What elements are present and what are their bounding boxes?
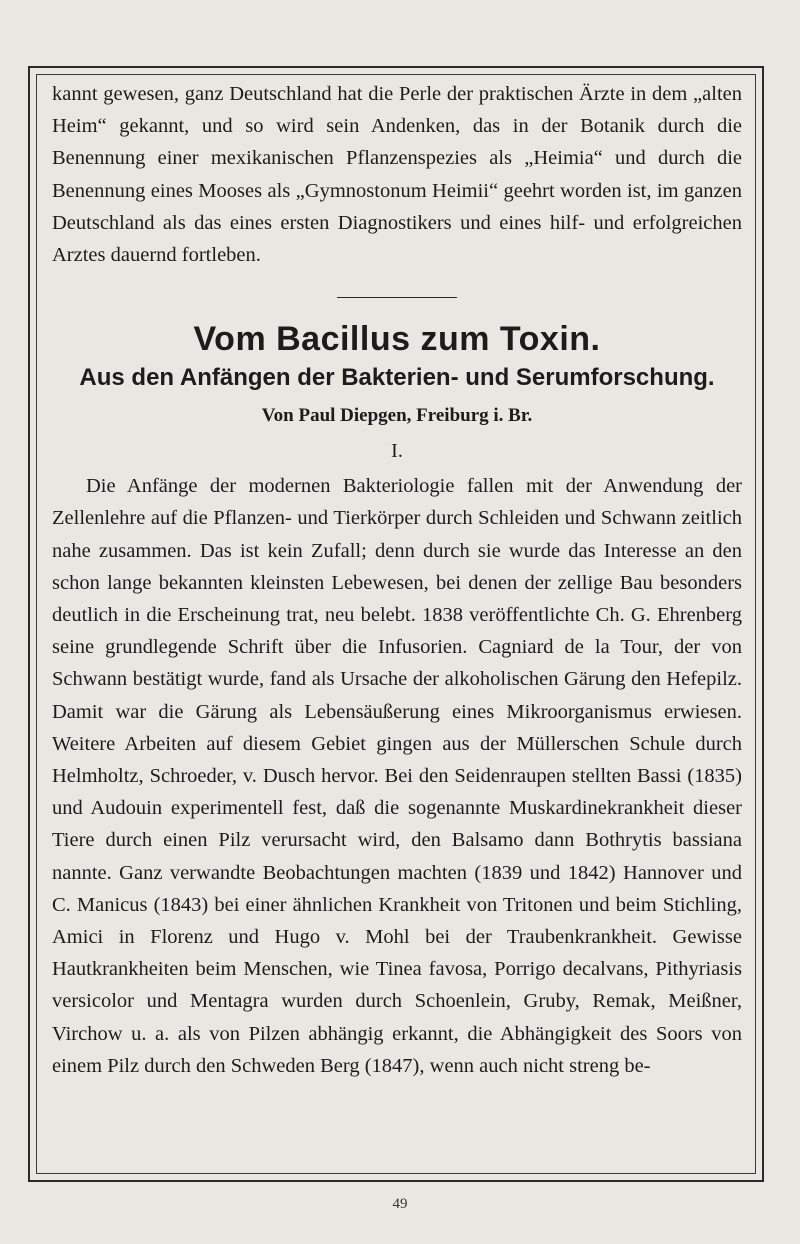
- page-content: [52, 78, 742, 1082]
- page-number: 49: [392, 1196, 408, 1212]
- article-subtitle: Aus den Anfängen der Bakterien- und Serumforschung.: [79, 364, 715, 392]
- body-paragraph: Die Anfänge der modernen Bakteriologie fallen mit der Anwendung der Zellenlehre auf die Pflanzen- und Tierkörper durch Schleiden und Schwann zeitlich nahe zusammen. Das ist kein Zufall; denn durch sie wurde das Interesse an den schon lange bekannten kleinsten Lebewesen, bei denen der zellige Bau besonders deutlich in die Erscheinung trat, neu belebt. 1838 veröffentlichte Ch. G. Ehrenberg seine grundlegende Schrift über die Infusorien. Cagniard de la Tour, der von Schwann bestätigt wurde, fand als Ursache der alkoholischen Gärung den Hefepilz. Damit war die Gärung als Lebensäußerung eines Mikroorganismus erwiesen. Weitere Arbeiten auf diesem Gebiet gingen aus der Müllerschen Schule durch Helmholtz, Schroeder, v. Dusch hervor. Bei den Seidenraupen stellten Bassi (1835) und Audouin experimentell fest, daß die sogenannte Muskardinekrankheit dieser Tiere durch einen Pilz verursacht wird, den Balsamo dann Bothrytis bassiana nannte. Ganz verwandte Beobachtungen machten (1839 und 1842) Hannover und C. Manicus (1843) bei einer ähnlichen Krankheit von Tritonen und beim Stichling, Amici in Florenz und Hugo v. Mohl bei der Traubenkrankheit. Gewisse Hautkrankheiten beim Menschen, wie Tinea favosa, Porrigo decalvans, Pithyriasis versicolor und Mentagra wurden durch Schoenlein, Gruby, Remak, Meißner, Virchow u. a. als von Pilzen abhängig erkannt, die Abhängigkeit des Soors von einem Pilz durch den Schweden Berg (1847), wenn auch nicht streng be-: [52, 475, 742, 1077]
- section-divider: [337, 297, 457, 298]
- section-number: I.: [391, 440, 403, 463]
- article-title: Vom Bacillus zum Toxin.: [193, 320, 601, 359]
- article-byline: Von Paul Diepgen, Freiburg i. Br.: [261, 405, 533, 427]
- intro-paragraph: kannt gewesen, ganz Deutschland hat die Perle der praktischen Ärzte in dem „alten Heim“ gekannt, und so wird sein Andenken, das in der Botanik durch die Benennung einer mexikanischen Pflanzenspezies als „Heimia“ und durch die Benennung eines Mooses als „Gymnostonum Heimii“ geehrt worden ist, im ganzen Deutschland als das eines ersten Diagnostikers und eines hilf- und erfolgreichen Arztes dauernd fortleben.: [52, 83, 742, 267]
